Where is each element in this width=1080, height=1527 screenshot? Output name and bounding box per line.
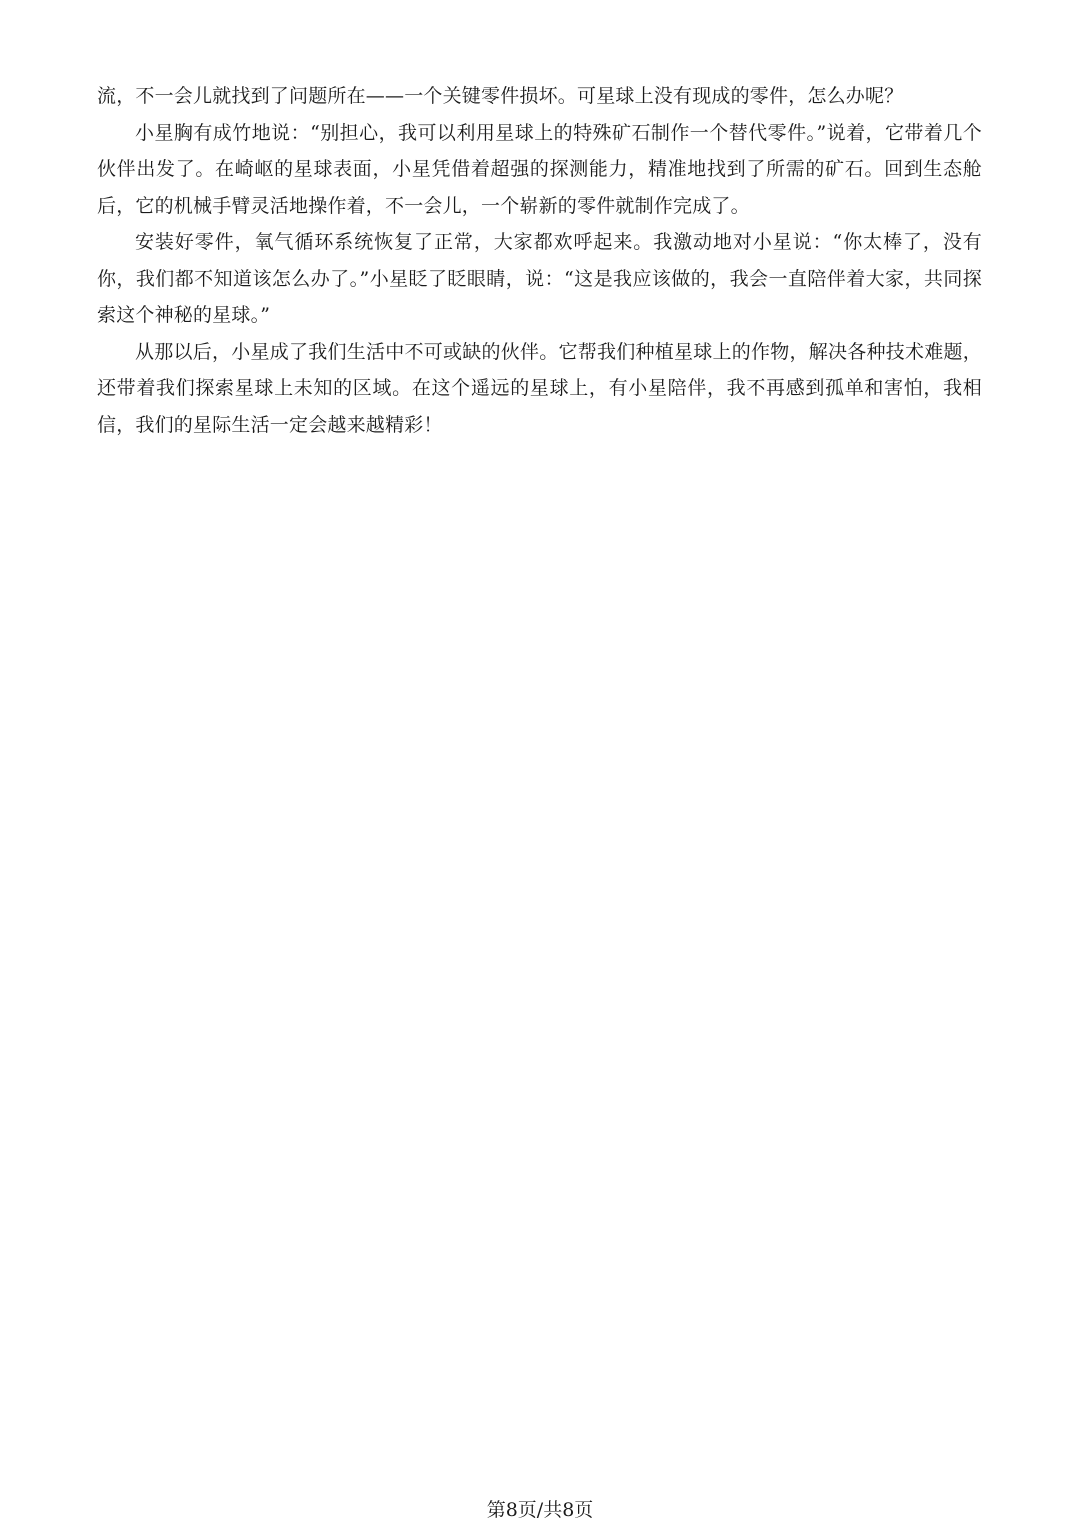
body-text (97, 78, 982, 443)
paragraph-1: 流，不一会儿就找到了问题所在——一个关键零件损坏。可星球上没有现成的零件，怎么办呢？ (97, 85, 904, 107)
page-number-footer: 第8页/共8页 (486, 1499, 594, 1521)
paragraph-2: 小星胸有成竹地说：“别担心，我可以利用星球上的特殊矿石制作一个替代零件。”说着，它带着几个伙伴出发了。在崎岖的星球表面，小星凭借着超强的探测能力，精准地找到了所需的矿石。回到生态舱后，它的机械手臂灵活地操作着，不一会儿，一个崭新的零件就制作完成了。 (97, 121, 982, 217)
paragraph-4: 从那以后，小星成了我们生活中不可或缺的伙伴。它帮我们种植星球上的作物，解决各种技术难题，还带着我们探索星球上未知的区域。在这个遥远的星球上，有小星陪伴，我不再感到孤单和害怕，我相信，我们的星际生活一定会越来越精彩！ (97, 340, 982, 436)
paragraph-3: 安装好零件，氧气循环系统恢复了正常，大家都欢呼起来。我激动地对小星说：“你太棒了，没有你，我们都不知道该怎么办了。”小星眨了眨眼睛，说：“这是我应该做的，我会一直陪伴着大家，共同探索这个神秘的星球。” (97, 231, 982, 326)
